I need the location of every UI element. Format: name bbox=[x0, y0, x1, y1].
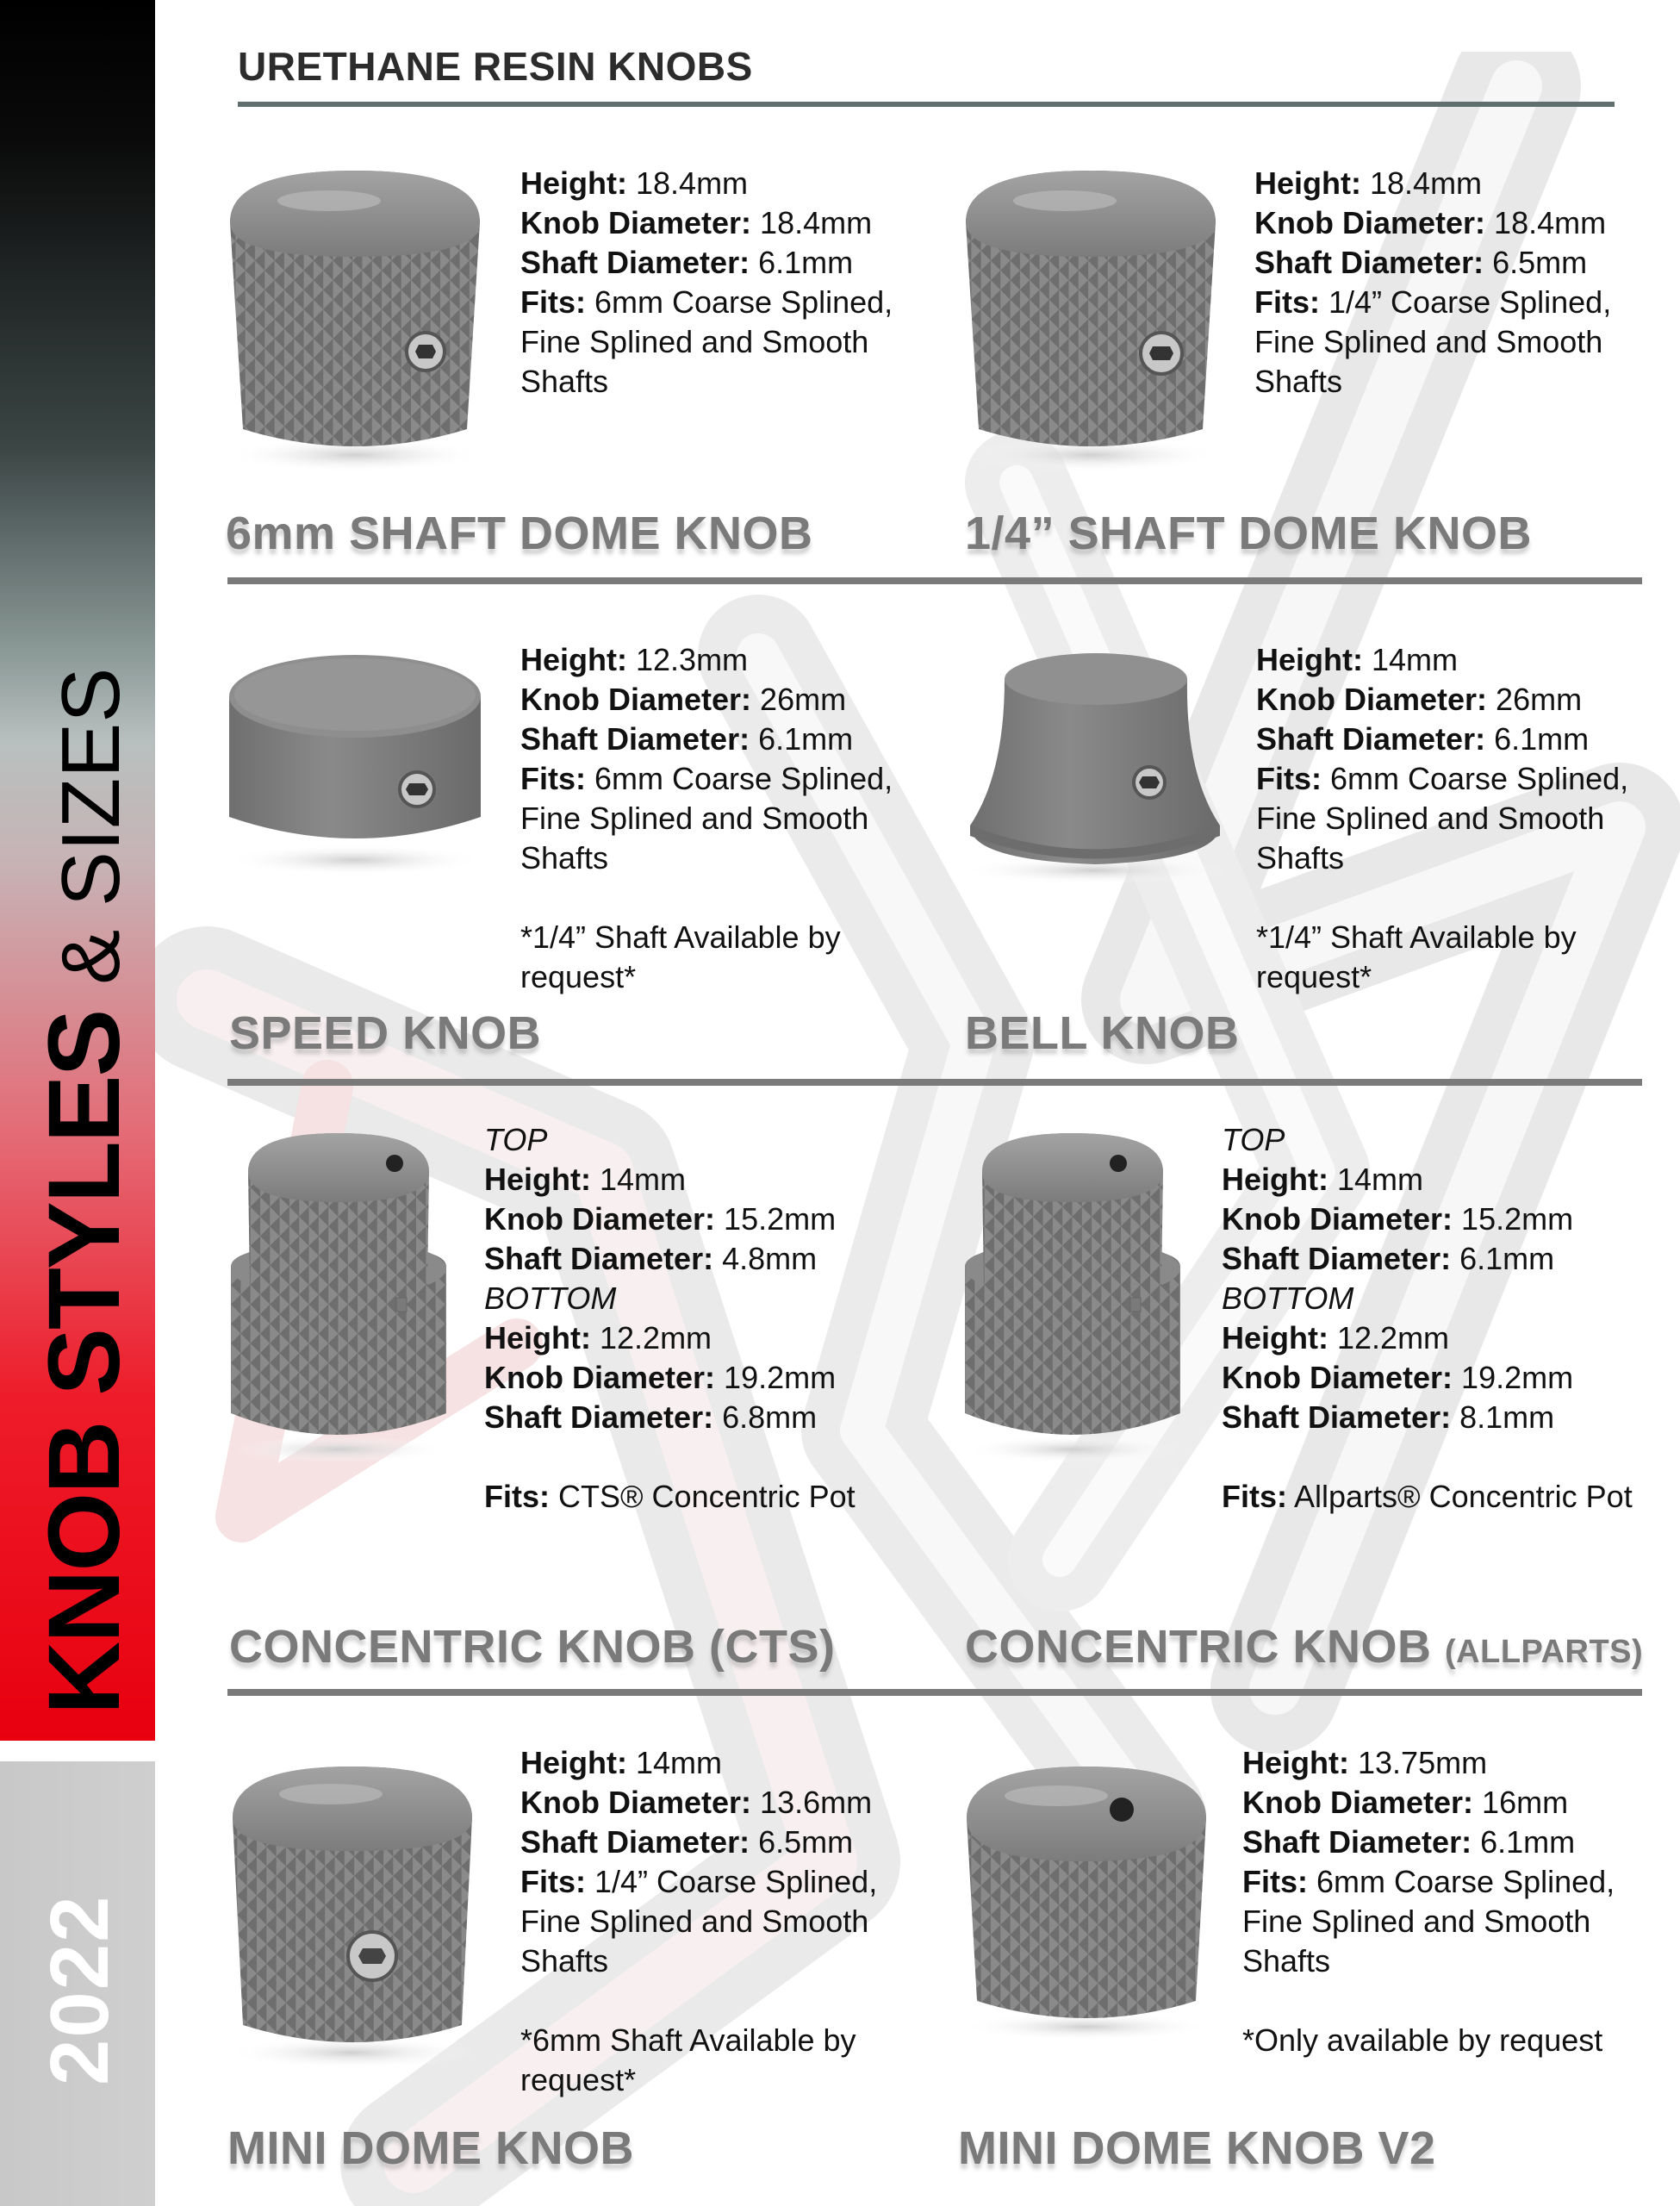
spacer bbox=[520, 878, 893, 918]
spec-knob-diameter: Knob Diameter: 13.6mm bbox=[520, 1785, 873, 1820]
spec-fits-cont: Shafts bbox=[520, 1943, 609, 1979]
spec-block-concentric-cts bbox=[484, 1120, 856, 1517]
spec-height: Height: 12.3mm bbox=[520, 642, 749, 677]
spec-shaft-diameter: Shaft Diameter: 6.1mm bbox=[1242, 1824, 1576, 1860]
knob-name-quarter-dome: 1/4” SHAFT DOME KNOB bbox=[965, 508, 1533, 559]
spec-fits-cont: Fine Splined and Smooth bbox=[520, 324, 869, 359]
spec-height: Height: 13.75mm bbox=[1242, 1745, 1488, 1780]
spec-shaft-diameter: Shaft Diameter: 6.1mm bbox=[1256, 721, 1590, 757]
spec-knob-diameter: Knob Diameter: 18.4mm bbox=[520, 205, 873, 240]
spec-shaft-diameter: Shaft Diameter: 6.5mm bbox=[1254, 245, 1588, 280]
spec-fits-cont: Shafts bbox=[1242, 1943, 1331, 1979]
spacer bbox=[484, 1437, 856, 1477]
sidebar-divider bbox=[0, 1741, 155, 1761]
spacer bbox=[520, 1981, 877, 2021]
spec-block-mini-dome bbox=[520, 1743, 877, 2100]
knob-name-concentric-cts: CONCENTRIC KNOB (CTS) bbox=[229, 1621, 836, 1673]
spec-fits-cont: Shafts bbox=[1254, 364, 1343, 399]
spec-fits-cont: Fine Splined and Smooth bbox=[520, 801, 869, 836]
vertical-title-light: & SIZES bbox=[45, 667, 137, 985]
spec-bottom-knob-diameter: Knob Diameter: 19.2mm bbox=[484, 1360, 837, 1395]
spec-fits: Fits: CTS® Concentric Pot bbox=[484, 1479, 856, 1514]
spec-top-knob-diameter: Knob Diameter: 15.2mm bbox=[1222, 1201, 1574, 1237]
spec-fits-cont: Shafts bbox=[1256, 840, 1345, 876]
spec-fits: Fits: 1/4” Coarse Splined, bbox=[520, 1864, 878, 1899]
spec-bottom-shaft-diameter: Shaft Diameter: 6.8mm bbox=[484, 1399, 818, 1435]
year-label: 2022 bbox=[34, 1894, 126, 2085]
spec-top-height: Height: 14mm bbox=[484, 1162, 687, 1197]
section-divider bbox=[227, 577, 1642, 584]
spec-fits-cont: Fine Splined and Smooth bbox=[1254, 324, 1603, 359]
knob-name-mini-dome: MINI DOME KNOB bbox=[227, 2122, 634, 2174]
knob-name-suffix: (ALLPARTS) bbox=[1445, 1634, 1644, 1670]
knob-name-6mm-dome: 6mm SHAFT DOME KNOB bbox=[226, 508, 813, 559]
spec-block-mini-dome-v2 bbox=[1242, 1743, 1615, 2060]
header-divider bbox=[238, 102, 1615, 107]
section-divider bbox=[227, 1079, 1642, 1086]
concentric-knob-allparts-image bbox=[965, 1129, 1180, 1465]
spec-bottom-shaft-diameter: Shaft Diameter: 8.1mm bbox=[1222, 1399, 1555, 1435]
spec-fits: Fits: 6mm Coarse Splined, bbox=[520, 284, 893, 320]
spacer bbox=[1256, 878, 1628, 918]
spec-fits-cont: Shafts bbox=[520, 840, 609, 876]
spec-block-6mm-dome bbox=[520, 164, 893, 402]
vertical-page-title bbox=[26, 668, 143, 1715]
spec-fits: Fits: Allparts® Concentric Pot bbox=[1222, 1479, 1633, 1514]
spec-section-top: TOP bbox=[484, 1122, 548, 1157]
spec-fits: Fits: 6mm Coarse Splined, bbox=[520, 761, 893, 796]
speed-knob-image bbox=[226, 645, 484, 877]
spec-top-knob-diameter: Knob Diameter: 15.2mm bbox=[484, 1201, 837, 1237]
dome-knob-6mm-image bbox=[226, 153, 484, 472]
spec-fits: Fits: 6mm Coarse Splined, bbox=[1242, 1864, 1615, 1899]
spacer bbox=[1222, 1437, 1633, 1477]
spec-section-bottom: BOTTOM bbox=[1222, 1281, 1354, 1316]
spec-top-height: Height: 14mm bbox=[1222, 1162, 1424, 1197]
availability-note: *1/4” Shaft Available by bbox=[1256, 919, 1577, 955]
spec-section-bottom: BOTTOM bbox=[484, 1281, 617, 1316]
spec-fits-cont: Fine Splined and Smooth bbox=[1256, 801, 1605, 836]
concentric-knob-cts-image bbox=[231, 1129, 446, 1465]
spec-bottom-height: Height: 12.2mm bbox=[484, 1320, 712, 1355]
knob-name-mini-dome-v2: MINI DOME KNOB V2 bbox=[958, 2122, 1436, 2174]
spec-top-shaft-diameter: Shaft Diameter: 6.1mm bbox=[1222, 1241, 1555, 1276]
spec-knob-diameter: Knob Diameter: 18.4mm bbox=[1254, 205, 1607, 240]
bell-knob-image bbox=[961, 645, 1229, 886]
spec-fits-cont: Shafts bbox=[520, 364, 609, 399]
spec-top-shaft-diameter: Shaft Diameter: 4.8mm bbox=[484, 1241, 818, 1276]
section-divider bbox=[227, 1689, 1642, 1696]
vertical-title-bold: KNOB STYLES bbox=[28, 1010, 141, 1715]
spec-block-quarter-dome bbox=[1254, 164, 1611, 402]
availability-note: *6mm Shaft Available by bbox=[520, 2022, 856, 2058]
spec-knob-diameter: Knob Diameter: 26mm bbox=[520, 682, 847, 717]
spec-section-top: TOP bbox=[1222, 1122, 1285, 1157]
spec-shaft-diameter: Shaft Diameter: 6.1mm bbox=[520, 721, 854, 757]
spec-bottom-height: Height: 12.2mm bbox=[1222, 1320, 1450, 1355]
availability-note-cont: request* bbox=[520, 2062, 637, 2097]
spec-shaft-diameter: Shaft Diameter: 6.1mm bbox=[520, 245, 854, 280]
availability-note: *Only available by request bbox=[1242, 2022, 1603, 2058]
spec-block-concentric-allparts bbox=[1222, 1120, 1633, 1517]
availability-note: *1/4” Shaft Available by bbox=[520, 919, 841, 955]
spec-block-speed bbox=[520, 640, 893, 997]
spec-height: Height: 14mm bbox=[1256, 642, 1459, 677]
mini-dome-knob-v2-image bbox=[961, 1749, 1211, 2042]
dome-knob-quarter-inch-image bbox=[961, 153, 1220, 472]
spec-knob-diameter: Knob Diameter: 26mm bbox=[1256, 682, 1583, 717]
spec-fits-cont: Fine Splined and Smooth bbox=[520, 1904, 869, 1939]
knob-name-main: CONCENTRIC KNOB bbox=[965, 1621, 1432, 1673]
knob-name-concentric-allparts bbox=[965, 1620, 1643, 1673]
knob-name-speed: SPEED KNOB bbox=[229, 1007, 542, 1059]
availability-note-cont: request* bbox=[1256, 959, 1372, 994]
sidebar bbox=[0, 0, 155, 2206]
spec-knob-diameter: Knob Diameter: 16mm bbox=[1242, 1785, 1569, 1820]
knob-name-bell: BELL KNOB bbox=[965, 1007, 1240, 1059]
spec-bottom-knob-diameter: Knob Diameter: 19.2mm bbox=[1222, 1360, 1574, 1395]
availability-note-cont: request* bbox=[520, 959, 637, 994]
section-title: URETHANE RESIN KNOBS bbox=[238, 44, 753, 89]
spacer bbox=[1242, 1981, 1615, 2021]
spec-height: Height: 14mm bbox=[520, 1745, 723, 1780]
spec-fits-cont: Fine Splined and Smooth bbox=[1242, 1904, 1591, 1939]
spec-fits: Fits: 6mm Coarse Splined, bbox=[1256, 761, 1629, 796]
spec-shaft-diameter: Shaft Diameter: 6.5mm bbox=[520, 1824, 854, 1860]
mini-dome-knob-image bbox=[227, 1749, 477, 2068]
spec-fits: Fits: 1/4” Coarse Splined, bbox=[1254, 284, 1612, 320]
spec-height: Height: 18.4mm bbox=[520, 165, 749, 201]
spec-height: Height: 18.4mm bbox=[1254, 165, 1483, 201]
spec-block-bell bbox=[1256, 640, 1628, 997]
